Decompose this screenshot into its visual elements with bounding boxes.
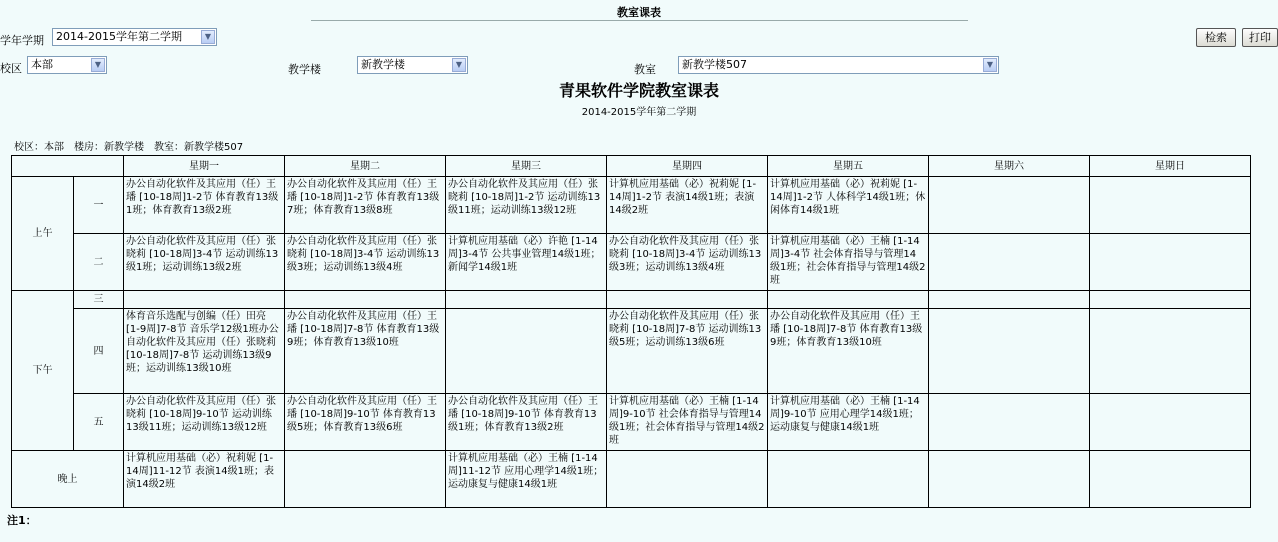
room-select-value: 新教学楼507 [682,58,747,71]
course-cell: 办公自动化软件及其应用（任）张晓莉 [10-18周]3-4节 运动训练13级3班；运动训练13级4班 [285,234,446,291]
building-select[interactable] [357,56,468,74]
day-header: 星期六 [929,156,1090,177]
course-cell [1090,309,1251,394]
timetable [11,155,1251,508]
report-info: 校区：本部 楼房：新教学楼 教室：新教学楼507 [14,142,244,153]
timetable-header-row [12,156,1251,177]
term-select-value: 2014-2015学年第二学期 [56,30,182,43]
table-row [12,177,1251,234]
period-cell: 一 [74,177,124,234]
course-cell [446,291,607,309]
course-cell [929,177,1090,234]
course-cell: 办公自动化软件及其应用（任）王璠 [10-18周]9-10节 体育教育13级1班；体育教育13级2班 [446,394,607,451]
course-cell: 计算机应用基础（必）祝莉妮 [1-14周]1-2节 人体科学14级1班；休闲体育14级1班 [768,177,929,234]
day-header: 星期一 [124,156,285,177]
course-cell [607,451,768,508]
course-cell [1090,394,1251,451]
course-cell: 体育音乐选配与创编（任）田亮 [1-9周]7-8节 音乐学12级1班办公自动化软件及其应用（任）张晓莉 [10-18周]7-8节 运动训练13级9班；运动训练13级10班 [124,309,285,394]
half-evening: 晚上 [12,451,124,508]
day-header: 星期二 [285,156,446,177]
report-title: 青果软件学院教室课表 [558,81,719,100]
course-cell [929,309,1090,394]
course-cell [929,291,1090,309]
building-select-value: 新教学楼 [361,58,405,71]
table-row [12,309,1251,394]
course-cell [768,291,929,309]
course-cell: 办公自动化软件及其应用（任）王璠 [10-18周]7-8节 体育教育13级9班；体育教育13级10班 [285,309,446,394]
period-cell: 五 [74,394,124,451]
course-cell: 办公自动化软件及其应用（任）张晓莉 [10-18周]9-10节 运动训练13级11班；运动训练13级12班 [124,394,285,451]
title-divider [311,20,968,21]
table-row [12,451,1251,508]
course-cell [929,234,1090,291]
course-cell [607,291,768,309]
course-cell [1090,291,1251,309]
day-header: 星期四 [607,156,768,177]
footnote: 注1： [7,514,37,527]
course-cell [446,309,607,394]
half-afternoon: 下午 [12,291,74,451]
day-header: 星期三 [446,156,607,177]
chevron-down-icon: ▼ [983,58,997,72]
day-header: 星期日 [1090,156,1251,177]
course-cell: 计算机应用基础（必）王楠 [1-14周]11-12节 应用心理学14级1班；运动康复与健康14级1班 [446,451,607,508]
table-row [12,291,1251,309]
course-cell [1090,177,1251,234]
chevron-down-icon: ▼ [91,58,105,72]
half-morning: 上午 [12,177,74,291]
course-cell: 办公自动化软件及其应用（任）王璠 [10-18周]7-8节 体育教育13级9班；体育教育13级10班 [768,309,929,394]
print-button[interactable]: 打印 [1242,28,1278,47]
course-cell [929,394,1090,451]
chevron-down-icon: ▼ [452,58,466,72]
building-label: 教学楼 [288,63,321,76]
course-cell: 办公自动化软件及其应用（任）王璠 [10-18周]1-2节 体育教育13级1班；体育教育13级2班 [124,177,285,234]
course-cell [285,451,446,508]
course-cell [768,451,929,508]
course-cell: 办公自动化软件及其应用（任）张晓莉 [10-18周]3-4节 运动训练13级3班；运动训练13级4班 [607,234,768,291]
term-label: 学年学期 [0,34,44,47]
course-cell [1090,451,1251,508]
period-cell: 三 [74,291,124,309]
course-cell [124,291,285,309]
corner-cell [12,156,124,177]
course-cell: 计算机应用基础（必）王楠 [1-14周]9-10节 应用心理学14级1班；运动康复与健康14级1班 [768,394,929,451]
day-header: 星期五 [768,156,929,177]
room-select[interactable] [678,56,999,74]
campus-select[interactable] [27,56,107,74]
course-cell: 办公自动化软件及其应用（任）张晓莉 [10-18周]1-2节 运动训练13级11班；运动训练13级12班 [446,177,607,234]
course-cell [1090,234,1251,291]
campus-select-value: 本部 [31,58,53,71]
page-top-title: 教室课表 [617,6,661,19]
course-cell: 办公自动化软件及其应用（任）王璠 [10-18周]1-2节 体育教育13级7班；体育教育13级8班 [285,177,446,234]
course-cell: 办公自动化软件及其应用（任）张晓莉 [10-18周]3-4节 运动训练13级1班；运动训练13级2班 [124,234,285,291]
course-cell: 办公自动化软件及其应用（任）王璠 [10-18周]9-10节 体育教育13级5班；体育教育13级6班 [285,394,446,451]
table-row [12,394,1251,451]
course-cell: 办公自动化软件及其应用（任）张晓莉 [10-18周]7-8节 运动训练13级5班；运动训练13级6班 [607,309,768,394]
course-cell: 计算机应用基础（必）王楠 [1-14周]3-4节 社会体育指导与管理14级1班；社会体育指导与管理14级2班 [768,234,929,291]
chevron-down-icon: ▼ [201,30,215,44]
report-subtitle: 2014-2015学年第二学期 [581,107,697,118]
course-cell: 计算机应用基础（必）王楠 [1-14周]9-10节 社会体育指导与管理14级1班；社会体育指导与管理14级2班 [607,394,768,451]
course-cell: 计算机应用基础（必）祝莉妮 [1-14周]1-2节 表演14级1班；表演14级2班 [607,177,768,234]
course-cell [929,451,1090,508]
course-cell [285,291,446,309]
period-cell: 二 [74,234,124,291]
room-label: 教室 [634,63,656,76]
campus-label: 校区 [0,62,22,75]
search-button[interactable]: 检索 [1196,28,1236,47]
term-select[interactable] [52,28,217,46]
course-cell: 计算机应用基础（必）祝莉妮 [1-14周]11-12节 表演14级1班；表演14级2班 [124,451,285,508]
course-cell: 计算机应用基础（必）许艳 [1-14周]3-4节 公共事业管理14级1班；新闻学14级1班 [446,234,607,291]
period-cell: 四 [74,309,124,394]
table-row [12,234,1251,291]
